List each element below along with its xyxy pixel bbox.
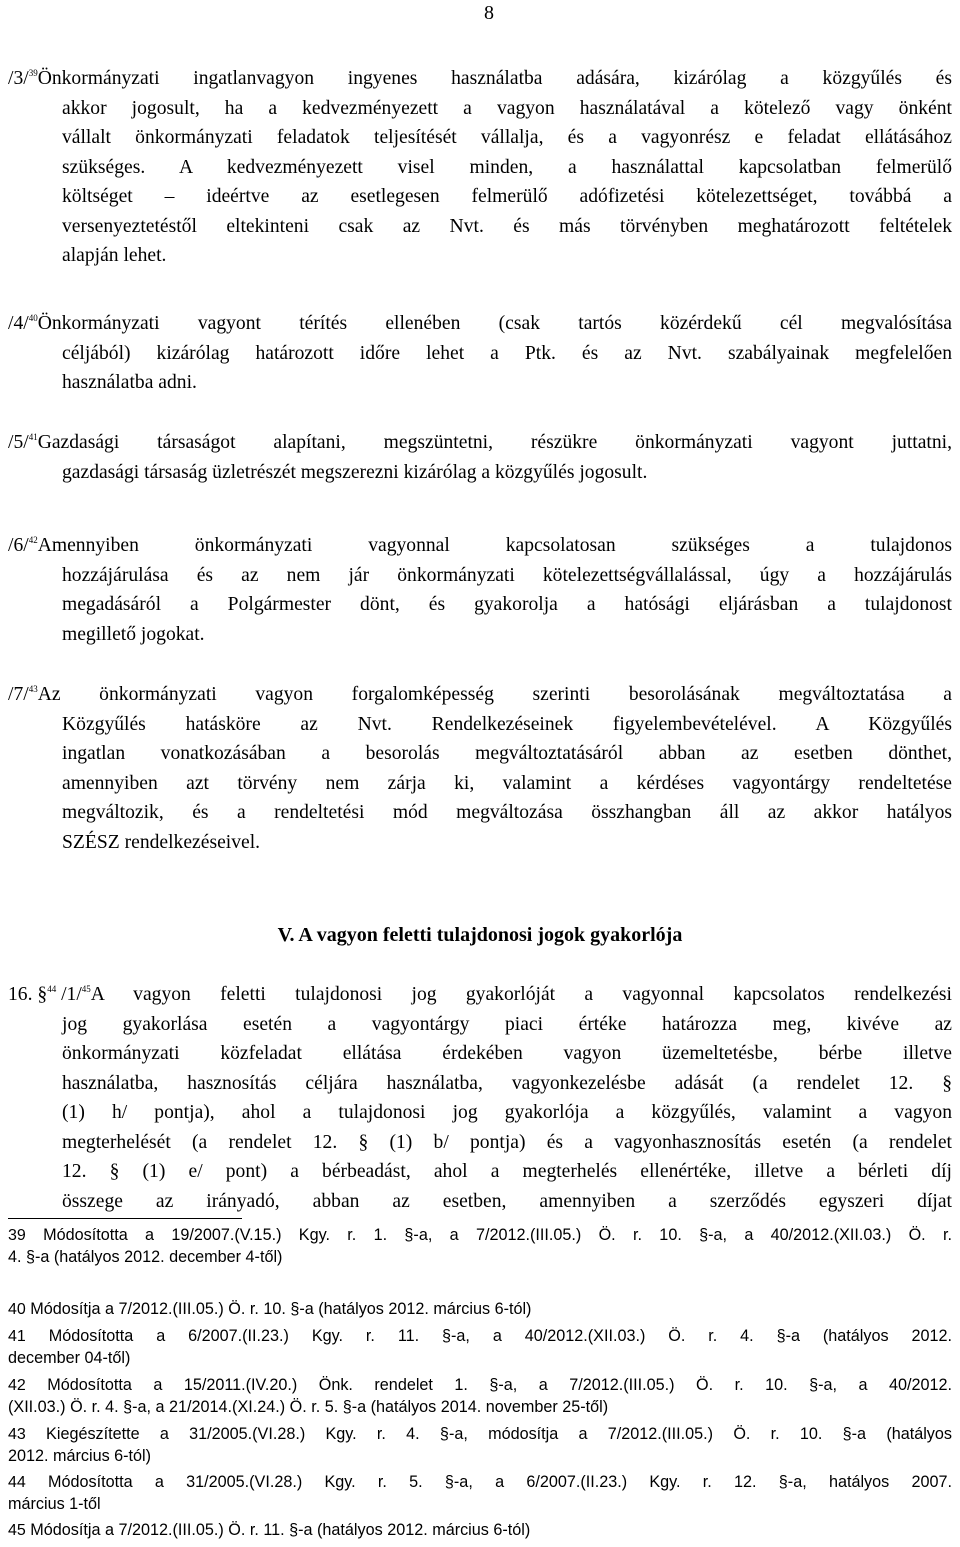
section-number: 16. § — [8, 984, 48, 1005]
footnote-text: Módosította a 19/2007.(V.15.) Kgy. r. 1. §-a, a 7/2012.(III.05.) Ö. r. 10. §-a, a 40/2012.(XII.03.) Ö. r. — [25, 1226, 952, 1244]
footnote-number: 42 — [8, 1377, 26, 1394]
footnote-text: Módosította a 6/2007.(II.23.) Kgy. r. 11. §-a, a 40/2012.(XII.03.) Ö. r. 4. §-a (hatályos 2012. — [25, 1327, 952, 1345]
footnote-separator — [8, 1218, 242, 1219]
paragraph-line: önkormányzati közfeladat ellátása érdekében vagyon üzemeltetésbe, bérbe illetve — [62, 1043, 952, 1064]
paragraph-number: /5/ — [8, 432, 29, 453]
footnote-text: (XII.03.) Ö. r. 4. §-a, a 21/2014.(XI.24.) Ö. r. 5. §-a (hatályos 2014. november 25-től) — [8, 1397, 609, 1416]
paragraph-5 — [8, 428, 952, 487]
footnote-39 — [8, 1225, 952, 1267]
footnote-44 — [8, 1472, 952, 1514]
paragraph-line: Amennyiben önkormányzati vagyonnal kapcsolatosan szükséges a tulajdonos — [37, 535, 952, 556]
footnote-ref[interactable]: 40 — [28, 313, 38, 323]
footnote-40 — [8, 1299, 952, 1321]
footnote-text: 2012. március 6-tól) — [8, 1446, 152, 1465]
paragraph-line: ingatlan vonatkozásában a besorolás megváltoztatásáról abban az esetben dönthet, — [62, 743, 952, 764]
paragraph-line: költséget – ideértve az esetlegesen felmerülő adófizetési kötelezettséget, továbbá a — [62, 186, 952, 207]
paragraph-line: SZÉSZ rendelkezéseivel. — [62, 831, 261, 853]
page-number: 8 — [484, 2, 494, 24]
paragraph-line: jog gyakorlása esetén a vagyontárgy piaci értéke határozza meg, kivéve az — [62, 1013, 952, 1035]
footnote-text: Módosította a 31/2005.(VI.28.) Kgy. r. 5. §-a, a 6/2007.(II.23.) Kgy. r. 12. §-a, hatályos 2007. — [25, 1473, 952, 1491]
paragraph-number: /7/ — [8, 684, 29, 705]
paragraph-line: gazdasági társaság üzletrészét megszerezni kizárólag a közgyűlés jogosult. — [62, 461, 648, 483]
footnote-text: Módosította a 15/2011.(IV.20.) Önk. rendelet 1. §-a, a 7/2012.(III.05.) Ö. r. 10. §-a, a 40/2012. — [25, 1376, 952, 1394]
paragraph-line: vállalt önkormányzati feladatok teljesítését vállalja, és a vagyonrész e feladat ellátásához — [62, 127, 952, 148]
paragraph-line: amennyiben azt törvény nem zárja ki, valamint a kérdéses vagyontárgy rendeltetése — [62, 772, 952, 794]
paragraph-line: 12. § (1) e/ pont) a bérbeadást, ahol a megterhelés ellenértéke, illetve a bérleti díj — [62, 1161, 952, 1182]
paragraph-number: /6/ — [8, 535, 29, 556]
footnote-number: 44 — [8, 1474, 26, 1491]
footnote-number: 43 — [8, 1426, 26, 1443]
footnote-number: 45 — [8, 1522, 26, 1539]
paragraph-line: Gazdasági társaságot alapítani, megszüntetni, részükre önkormányzati vagyont juttatni, — [37, 432, 952, 453]
paragraph-line: Az önkormányzati vagyon forgalomképesség szerinti besorolásának megváltoztatása a — [37, 684, 952, 705]
footnote-ref[interactable]: 42 — [28, 535, 38, 545]
paragraph-line: használatba, hasznosítás céljára használatba, vagyonkezelésbe adását (a rendelet 12. § — [62, 1072, 952, 1094]
paragraph-line: alapján lehet. — [62, 245, 167, 266]
paragraph-3 — [8, 64, 952, 271]
footnote-ref[interactable]: 44 — [47, 984, 57, 994]
paragraph-line: Önkormányzati ingatlanvagyon ingyenes használatba adására, kizárólag a közgyűlés és — [37, 68, 952, 89]
subsection-number: /1/ — [56, 984, 82, 1005]
footnote-ref[interactable]: 39 — [28, 68, 38, 78]
footnote-text: 4. §-a (hatályos 2012. december 4-től) — [8, 1247, 283, 1266]
paragraph-line: szükséges. A kedvezményezett visel minden, a használattal kapcsolatban felmerülő — [62, 156, 952, 178]
paragraph-line: Közgyűlés hatásköre az Nvt. Rendelkezéseinek figyelembevételével. A Közgyűlés — [62, 713, 952, 735]
footnote-text: Kiegészítette a 31/2005.(VI.28.) Kgy. r. 4. §-a, módosítja a 7/2012.(III.05.) Ö. r. 10. §-a (hatályos — [25, 1425, 952, 1443]
paragraph-line: akkor jogosult, ha a kedvezményezett a vagyon használatával a kötelező vagy önként — [62, 97, 952, 119]
paragraph-6 — [8, 531, 952, 649]
paragraph-line: összege az irányadó, abban az esetben, amennyiben a szerződés egyszeri díjat — [62, 1190, 952, 1212]
footnote-text: március 1-től — [8, 1494, 101, 1513]
paragraph-4 — [8, 309, 952, 398]
footnote-41 — [8, 1326, 952, 1368]
footnote-43 — [8, 1424, 952, 1466]
footnote-ref[interactable]: 41 — [28, 432, 38, 442]
paragraph-line: A vagyon feletti tulajdonosi jog gyakorlóját a vagyonnal kapcsolatos rendelkezési — [90, 984, 952, 1005]
footnote-number: 40 — [8, 1301, 26, 1318]
paragraph-line: Önkormányzati vagyont térítés ellenében (csak tartós közérdekű cél megvalósítása — [37, 313, 952, 334]
paragraph-7 — [8, 680, 952, 857]
paragraph-number: /4/ — [8, 313, 29, 334]
footnote-ref[interactable]: 45 — [81, 984, 91, 994]
paragraph-line: megadásáról a Polgármester dönt, és gyakorolja a hatósági eljárásban a tulajdonost — [62, 594, 952, 615]
footnote-ref[interactable]: 43 — [28, 684, 38, 694]
footnote-number: 39 — [8, 1227, 26, 1244]
footnote-42 — [8, 1375, 952, 1417]
paragraph-line: megillető jogokat. — [62, 623, 205, 645]
paragraph-line: megterhelését (a rendelet 12. § (1) b/ pontja) és a vagyonhasznosítás esetén (a rendelet — [62, 1131, 952, 1153]
section-16 — [8, 980, 952, 1216]
paragraph-line: céljából) kizárólag határozott időre lehet a Ptk. és az Nvt. szabályainak megfelelően — [62, 342, 952, 364]
footnote-text: december 04-től) — [8, 1348, 131, 1367]
paragraph-line: hozzájárulása és az nem jár önkormányzati kötelezettségvállalással, úgy a hozzájárulás — [62, 564, 952, 586]
paragraph-line: megváltozik, és a rendeltetési mód megváltozása összhangban áll az akkor hatályos — [62, 802, 952, 823]
footnote-text: Módosítja a 7/2012.(III.05.) Ö. r. 11. §-a (hatályos 2012. március 6-tól) — [25, 1521, 531, 1539]
footnote-45 — [8, 1520, 952, 1542]
footnote-text: Módosítja a 7/2012.(III.05.) Ö. r. 10. §-a (hatályos 2012. március 6-tól) — [25, 1300, 532, 1318]
section-heading: V. A vagyon feletti tulajdonosi jogok gyakorlója — [277, 924, 683, 946]
paragraph-line: (1) h/ pontja), ahol a tulajdonosi jog gyakorlója a közgyűlés, valamint a vagyon — [62, 1102, 952, 1123]
paragraph-line: használatba adni. — [62, 372, 197, 393]
footnote-number: 41 — [8, 1328, 26, 1345]
paragraph-number: /3/ — [8, 68, 29, 89]
paragraph-line: versenyeztetéstől eltekinteni csak az Nvt. és más törvényben meghatározott feltételek — [62, 215, 952, 237]
